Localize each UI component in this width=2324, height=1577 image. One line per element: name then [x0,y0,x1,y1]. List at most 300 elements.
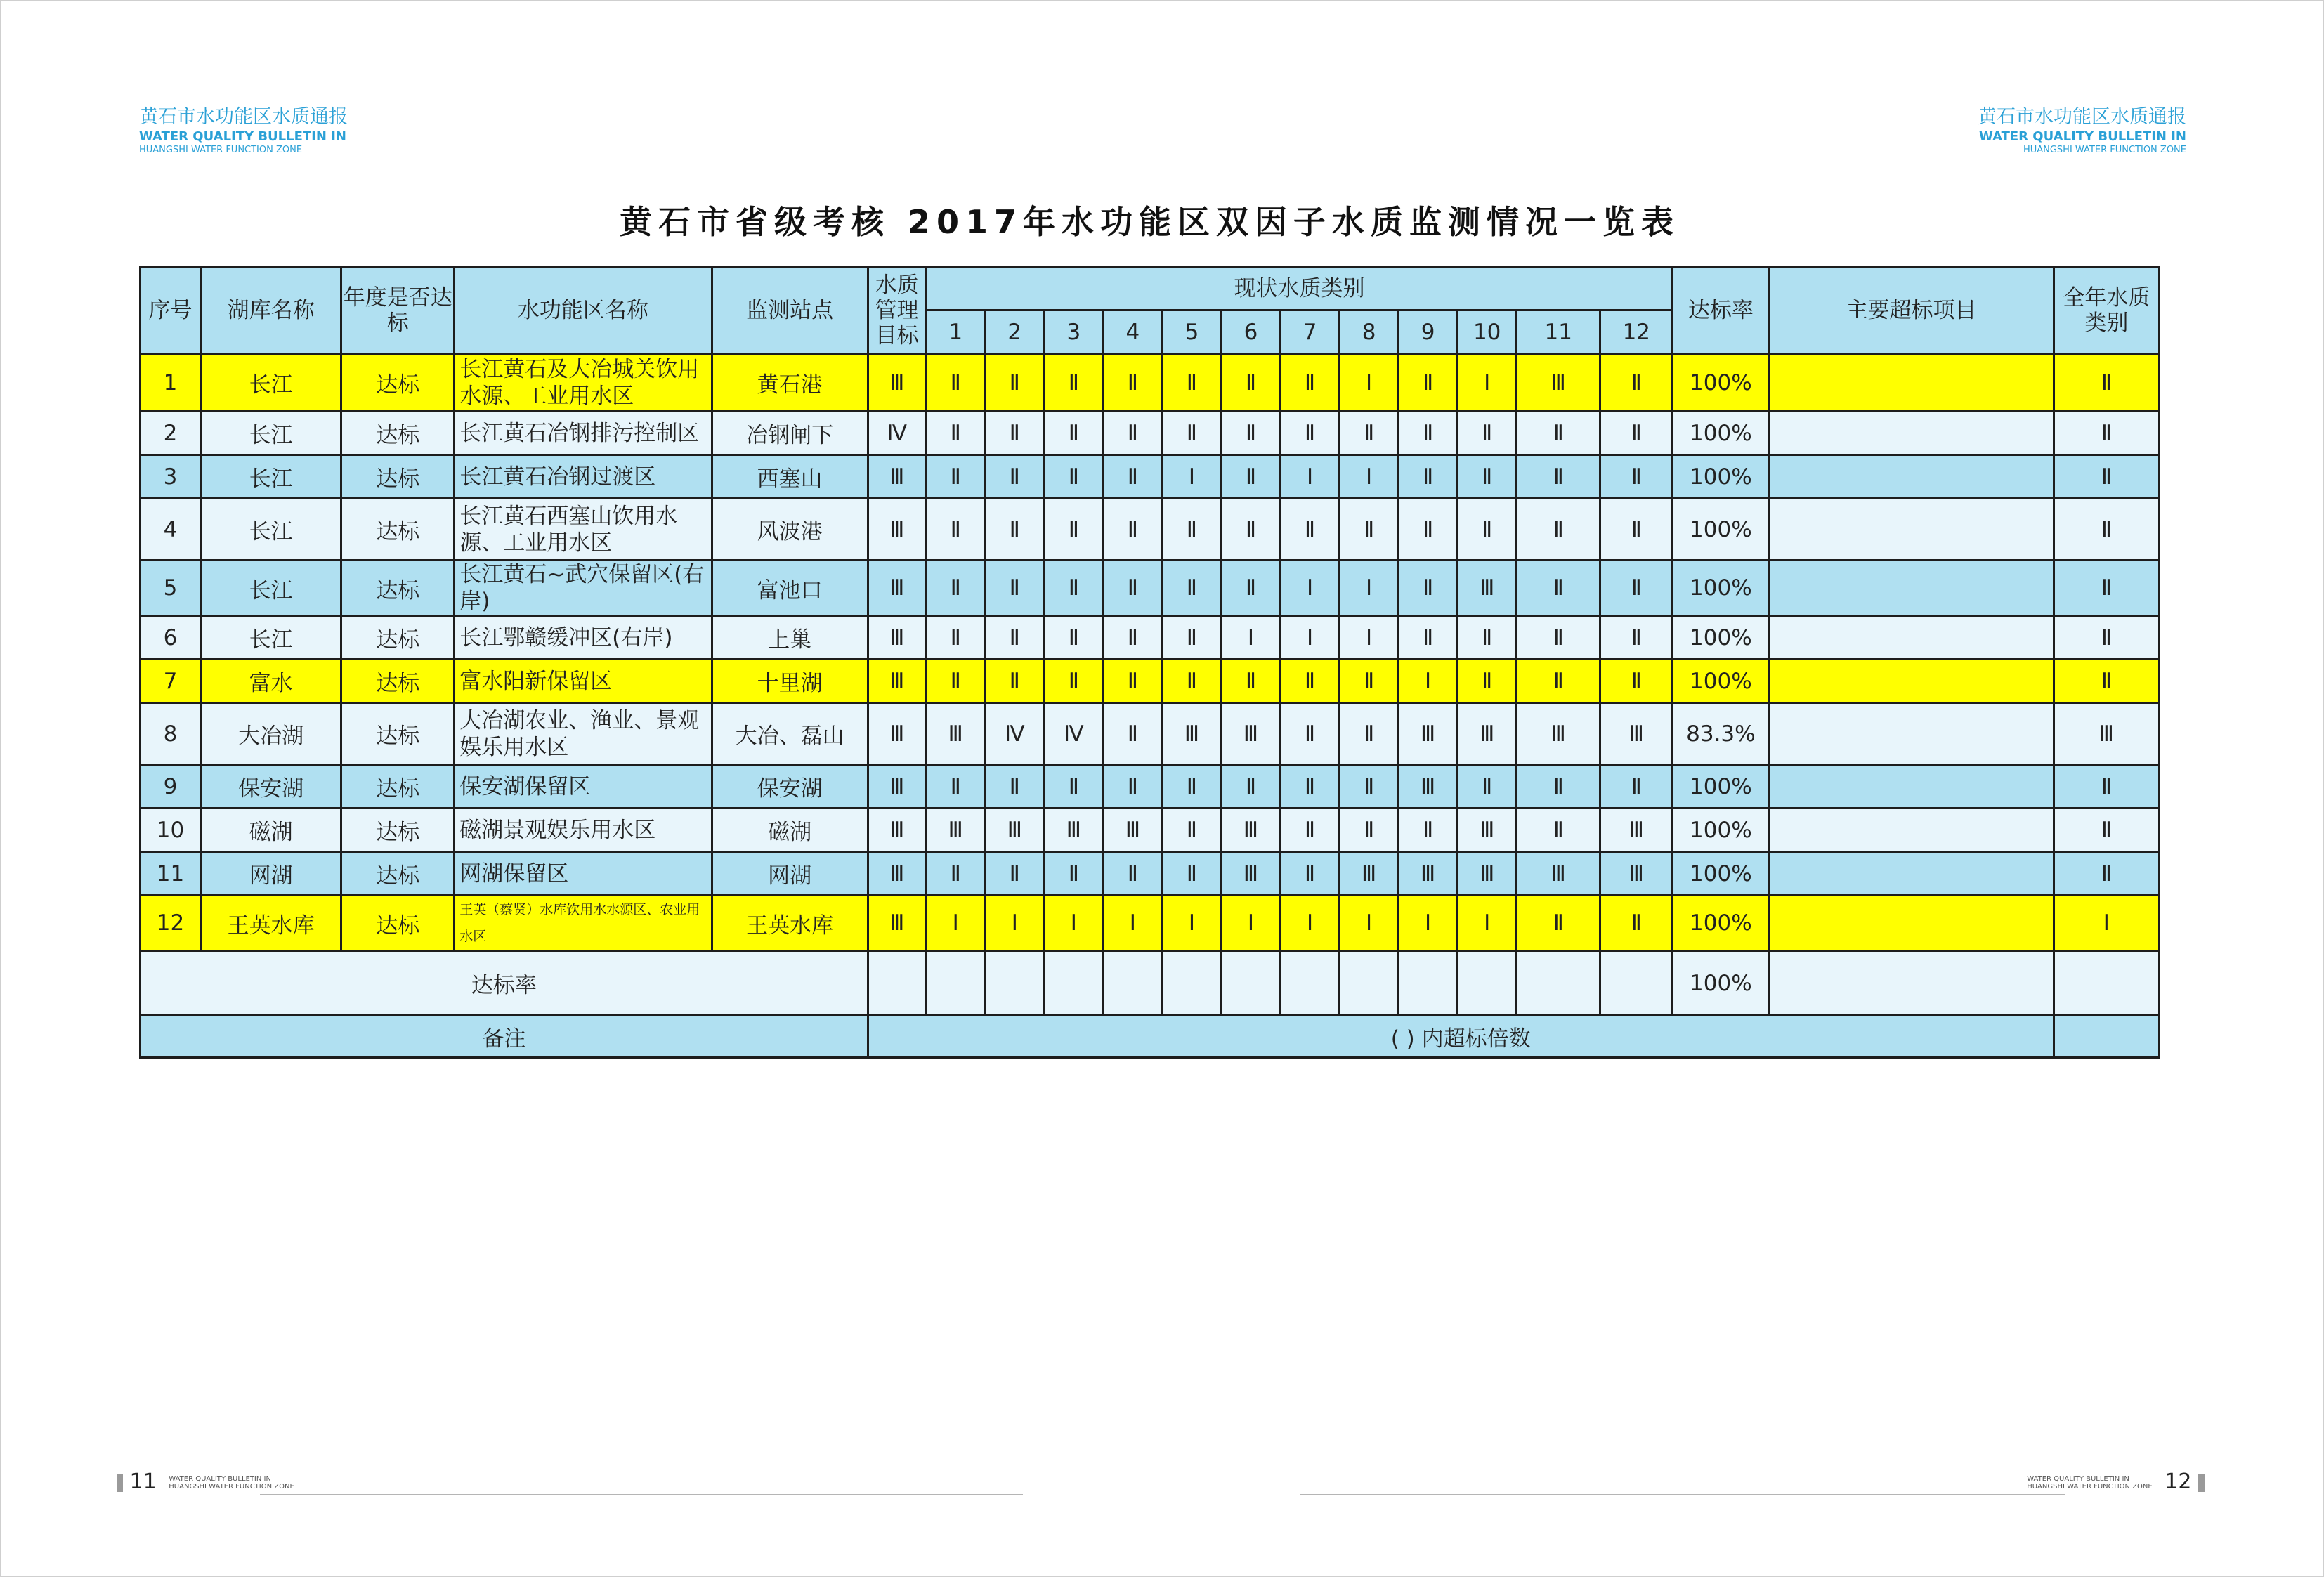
row-lake: 长江 [201,616,341,660]
row-rate: 100% [1673,896,1769,951]
row-month-value: Ⅱ [926,412,985,455]
row-rate: 100% [1673,616,1769,660]
row-month-value: Ⅲ [1458,561,1517,616]
row-yearclass: Ⅱ [2054,561,2159,616]
row-month-value: Ⅱ [1340,703,1399,765]
row-month-value: Ⅱ [1399,455,1458,499]
header-month: 8 [1340,310,1399,354]
row-month-value: Ⅰ [1399,660,1458,703]
row-zone: 长江黄石西塞山饮用水源、工业用水区 [455,499,712,561]
row-exceed [1769,703,2054,765]
table-row [141,896,2160,951]
header-cn-right: 黄石市水功能区水质通报 [1978,106,2186,128]
table-row [141,660,2160,703]
row-month-value: Ⅲ [1221,809,1280,852]
header-annual: 年度是否达标 [341,267,455,354]
header-month: 3 [1044,310,1103,354]
row-month-value: Ⅰ [1340,455,1399,499]
row-rate: 100% [1673,354,1769,412]
row-month-value: Ⅱ [1399,354,1458,412]
row-month-value: Ⅱ [1517,561,1600,616]
row-month-value: Ⅱ [1103,455,1162,499]
row-month-value: Ⅱ [985,765,1044,809]
row-month-value: Ⅱ [1044,561,1103,616]
header-month: 7 [1281,310,1340,354]
header-seq: 序号 [141,267,201,354]
row-month-value: Ⅲ [1162,703,1221,765]
row-zone: 长江鄂赣缓冲区(右岸) [455,616,712,660]
row-month-value: Ⅱ [985,499,1044,561]
row-month-value: Ⅱ [985,616,1044,660]
header-month: 1 [926,310,985,354]
row-annual: 达标 [341,852,455,896]
summary-label: 达标率 [141,951,868,1016]
row-month-value: Ⅰ [1044,896,1103,951]
summary-empty-cell [1458,951,1517,1016]
row-month-value: Ⅱ [1340,660,1399,703]
summary-empty-cell [1162,951,1221,1016]
summary-empty-cell [1281,951,1340,1016]
row-month-value: Ⅱ [1340,809,1399,852]
row-seq: 3 [141,455,201,499]
row-month-value: Ⅱ [1600,499,1673,561]
row-seq: 12 [141,896,201,951]
row-month-value: Ⅱ [1221,561,1280,616]
header-rate: 达标率 [1673,267,1769,354]
row-month-value: Ⅱ [985,455,1044,499]
row-exceed [1769,765,2054,809]
row-station: 王英水库 [712,896,868,951]
header-en2: HUANGSHI WATER FUNCTION ZONE [139,145,303,155]
row-month-value: Ⅱ [926,499,985,561]
row-month-value: Ⅱ [985,412,1044,455]
row-month-value: Ⅰ [1281,616,1340,660]
table-row [141,354,2160,412]
header-target: 水质管理目标 [868,267,926,354]
table-row [141,765,2160,809]
row-lake: 长江 [201,561,341,616]
row-month-value: Ⅰ [1340,561,1399,616]
row-month-value: Ⅱ [1517,412,1600,455]
row-month-value: Ⅰ [985,896,1044,951]
row-annual: 达标 [341,703,455,765]
table-row [141,412,2160,455]
row-month-value: Ⅲ [1517,354,1600,412]
row-month-value: Ⅱ [1517,809,1600,852]
row-month-value: Ⅲ [1103,809,1162,852]
footer-right [2021,1470,2205,1494]
row-station: 上巢 [712,616,868,660]
row-rate: 100% [1673,809,1769,852]
row-seq: 9 [141,765,201,809]
row-month-value: Ⅱ [1162,499,1221,561]
row-month-value: Ⅱ [1600,561,1673,616]
row-zone: 大冶湖农业、渔业、景观娱乐用水区 [455,703,712,765]
row-month-value: Ⅰ [1399,896,1458,951]
row-yearclass: Ⅲ [2054,703,2159,765]
row-month-value: Ⅰ [1340,616,1399,660]
header-yearclass: 全年水质类别 [2054,267,2159,354]
header-month: 9 [1399,310,1458,354]
row-month-value: Ⅲ [1221,852,1280,896]
row-month-value: Ⅰ [1162,896,1221,951]
row-exceed [1769,852,2054,896]
row-month-value: Ⅱ [1517,765,1600,809]
row-exceed [1769,412,2054,455]
row-month-value: Ⅱ [926,455,985,499]
row-rate: 100% [1673,660,1769,703]
row-month-value: Ⅱ [1162,354,1221,412]
row-month-value: Ⅱ [1162,765,1221,809]
row-month-value: Ⅱ [1600,412,1673,455]
header-cn: 黄石市水功能区水质通报 [139,106,348,128]
row-month-value: Ⅱ [1458,765,1517,809]
row-month-value: Ⅲ [1399,852,1458,896]
summary-row [141,951,2160,1016]
row-yearclass: Ⅱ [2054,455,2159,499]
row-exceed [1769,455,2054,499]
row-target: Ⅲ [868,499,926,561]
header-month: 4 [1103,310,1162,354]
row-month-value: Ⅱ [1044,354,1103,412]
row-month-value: Ⅲ [1340,852,1399,896]
summary-empty-cell [1044,951,1103,1016]
row-seq: 4 [141,499,201,561]
row-seq: 5 [141,561,201,616]
row-month-value: Ⅱ [1103,616,1162,660]
row-month-value: Ⅱ [1517,616,1600,660]
footer-divider-left [260,1494,1023,1495]
row-seq: 2 [141,412,201,455]
row-month-value: Ⅱ [1221,765,1280,809]
row-month-value: Ⅱ [926,852,985,896]
row-zone: 王英（蔡贤）水库饮用水水源区、农业用水区 [455,896,712,951]
row-month-value: Ⅱ [1162,660,1221,703]
row-month-value: Ⅲ [1399,703,1458,765]
row-month-value: Ⅰ [1340,896,1399,951]
row-month-value: Ⅱ [1340,499,1399,561]
row-lake: 大冶湖 [201,703,341,765]
summary-empty-cell [2054,951,2159,1016]
row-month-value: Ⅱ [1044,412,1103,455]
footer-small-left [169,1475,294,1491]
row-yearclass: Ⅱ [2054,660,2159,703]
row-month-value: Ⅰ [926,896,985,951]
header-lake: 湖库名称 [201,267,341,354]
row-month-value: Ⅲ [1458,809,1517,852]
row-station: 保安湖 [712,765,868,809]
row-month-value: Ⅱ [985,852,1044,896]
row-month-value: Ⅱ [985,561,1044,616]
row-rate: 100% [1673,455,1769,499]
row-target: Ⅲ [868,765,926,809]
summary-empty-cell [985,951,1044,1016]
row-annual: 达标 [341,561,455,616]
summary-empty-cell [1103,951,1162,1016]
summary-empty-cell [1517,951,1600,1016]
row-month-value: Ⅰ [1221,616,1280,660]
row-month-value: Ⅱ [1458,412,1517,455]
row-target: Ⅲ [868,852,926,896]
header-month: 11 [1517,310,1600,354]
row-month-value: Ⅱ [926,354,985,412]
row-month-value: Ⅱ [1517,455,1600,499]
header-left [139,105,348,156]
row-station: 磁湖 [712,809,868,852]
row-seq: 6 [141,616,201,660]
row-month-value: Ⅲ [1458,703,1517,765]
row-month-value: Ⅱ [1221,499,1280,561]
row-month-value: Ⅱ [1103,412,1162,455]
row-month-value: Ⅱ [1044,852,1103,896]
row-month-value: Ⅱ [1103,765,1162,809]
row-station: 黄石港 [712,354,868,412]
row-month-value: Ⅲ [1517,852,1600,896]
footer-small-line2-right: HUANGSHI WATER FUNCTION ZONE [2027,1482,2153,1491]
row-month-value: Ⅱ [1600,765,1673,809]
header-month: 5 [1162,310,1221,354]
row-month-value: Ⅳ [1044,703,1103,765]
row-station: 富池口 [712,561,868,616]
row-yearclass: Ⅰ [2054,896,2159,951]
row-month-value: Ⅱ [1600,660,1673,703]
row-month-value: Ⅱ [1458,499,1517,561]
row-target: Ⅲ [868,896,926,951]
table-row [141,561,2160,616]
row-month-value: Ⅲ [1600,852,1673,896]
row-rate: 83.3% [1673,703,1769,765]
row-lake: 保安湖 [201,765,341,809]
row-month-value: Ⅱ [1281,703,1340,765]
row-month-value: Ⅱ [1103,703,1162,765]
row-month-value: Ⅱ [1162,809,1221,852]
row-annual: 达标 [341,765,455,809]
footer-small-line2: HUANGSHI WATER FUNCTION ZONE [169,1482,294,1491]
row-month-value: Ⅰ [1281,896,1340,951]
header-month: 6 [1221,310,1280,354]
row-month-value: Ⅱ [1517,499,1600,561]
row-month-value: Ⅱ [1399,809,1458,852]
row-yearclass: Ⅱ [2054,616,2159,660]
row-annual: 达标 [341,412,455,455]
row-yearclass: Ⅱ [2054,809,2159,852]
note-label: 备注 [141,1016,868,1058]
row-month-value: Ⅱ [1044,765,1103,809]
header-right [1978,105,2186,156]
summary-empty-cell [1221,951,1280,1016]
row-month-value: Ⅱ [1162,412,1221,455]
row-yearclass: Ⅱ [2054,354,2159,412]
row-month-value: Ⅲ [1044,809,1103,852]
water-quality-table [139,266,2160,1059]
row-month-value: Ⅱ [1281,499,1340,561]
row-rate: 100% [1673,412,1769,455]
footer-divider-right [1300,1494,2065,1495]
row-target: Ⅲ [868,354,926,412]
row-exceed [1769,809,2054,852]
footer-small-right [2027,1475,2153,1491]
header-zone: 水功能区名称 [455,267,712,354]
note-row [141,1016,2160,1058]
row-exceed [1769,499,2054,561]
row-month-value: Ⅱ [1281,852,1340,896]
row-station: 十里湖 [712,660,868,703]
row-seq: 1 [141,354,201,412]
row-month-value: Ⅱ [1399,412,1458,455]
row-month-value: Ⅱ [1162,852,1221,896]
row-lake: 长江 [201,455,341,499]
summary-empty-cell [1399,951,1458,1016]
row-month-value: Ⅱ [1221,412,1280,455]
row-month-value: Ⅲ [1517,703,1600,765]
row-month-value: Ⅰ [1221,896,1280,951]
row-month-value: Ⅱ [1044,616,1103,660]
row-rate: 100% [1673,499,1769,561]
header-en1-right: WATER QUALITY BULLETIN IN [1979,129,2186,144]
summary-empty-cell [868,951,926,1016]
table-row [141,616,2160,660]
row-seq: 11 [141,852,201,896]
summary-empty-cell [1600,951,1673,1016]
row-month-value: Ⅱ [1281,660,1340,703]
row-month-value: Ⅱ [1221,455,1280,499]
table-row [141,852,2160,896]
footer-small-line1: WATER QUALITY BULLETIN IN [169,1474,271,1483]
table-row [141,809,2160,852]
page-number-right: 12 [2165,1470,2192,1494]
row-zone: 长江黄石冶钢过渡区 [455,455,712,499]
row-month-value: Ⅱ [1517,660,1600,703]
row-month-value: Ⅲ [1600,809,1673,852]
row-target: Ⅲ [868,809,926,852]
row-month-value: Ⅱ [1044,660,1103,703]
row-month-value: Ⅱ [926,616,985,660]
summary-rate: 100% [1673,951,1769,1016]
header-month: 10 [1458,310,1517,354]
row-month-value: Ⅲ [985,809,1044,852]
row-yearclass: Ⅱ [2054,765,2159,809]
summary-empty-cell [1340,951,1399,1016]
row-station: 大冶、磊山 [712,703,868,765]
row-month-value: Ⅱ [1221,660,1280,703]
row-month-value: Ⅱ [1281,809,1340,852]
note-text: ( ) 内超标倍数 [868,1016,2054,1058]
row-annual: 达标 [341,354,455,412]
row-exceed [1769,896,2054,951]
row-rate: 100% [1673,765,1769,809]
row-month-value: Ⅱ [1458,455,1517,499]
row-zone: 长江黄石及大冶城关饮用水源、工业用水区 [455,354,712,412]
row-month-value: Ⅱ [1044,499,1103,561]
row-annual: 达标 [341,499,455,561]
row-station: 网湖 [712,852,868,896]
row-zone: 磁湖景观娱乐用水区 [455,809,712,852]
row-month-value: Ⅱ [1281,354,1340,412]
row-month-value: Ⅰ [1103,896,1162,951]
row-lake: 网湖 [201,852,341,896]
row-target: Ⅲ [868,703,926,765]
row-station: 冶钢闸下 [712,412,868,455]
note-empty-cell [2054,1016,2159,1058]
row-target: Ⅲ [868,455,926,499]
row-month-value: Ⅲ [926,809,985,852]
header-station: 监测站点 [712,267,868,354]
row-month-value: Ⅱ [926,765,985,809]
row-target: Ⅲ [868,561,926,616]
row-month-value: Ⅰ [1281,561,1340,616]
row-annual: 达标 [341,660,455,703]
header-month: 12 [1600,310,1673,354]
row-rate: 100% [1673,561,1769,616]
row-month-value: Ⅱ [1162,561,1221,616]
row-month-value: Ⅱ [1221,354,1280,412]
header-exceed: 主要超标项目 [1769,267,2054,354]
row-month-value: Ⅱ [1600,455,1673,499]
row-month-value: Ⅱ [1103,499,1162,561]
row-yearclass: Ⅱ [2054,499,2159,561]
row-month-value: Ⅱ [1103,660,1162,703]
row-lake: 长江 [201,412,341,455]
row-month-value: Ⅰ [1281,455,1340,499]
row-month-value: Ⅰ [1162,455,1221,499]
footer-bar-icon [117,1474,123,1492]
row-annual: 达标 [341,896,455,951]
page-title: 黄石市省级考核 2017年水功能区双因子水质监测情况一览表 [619,203,1680,241]
row-month-value: Ⅱ [1281,412,1340,455]
row-lake: 长江 [201,499,341,561]
row-month-value: Ⅱ [926,561,985,616]
row-month-value: Ⅱ [1044,455,1103,499]
footer-bar-icon-right [2198,1474,2205,1492]
row-month-value: Ⅱ [1600,616,1673,660]
row-month-value: Ⅰ [1458,896,1517,951]
row-annual: 达标 [341,616,455,660]
row-seq: 7 [141,660,201,703]
row-month-value: Ⅱ [1103,852,1162,896]
row-month-value: Ⅲ [1458,852,1517,896]
row-month-value: Ⅱ [1458,660,1517,703]
row-exceed [1769,561,2054,616]
row-yearclass: Ⅱ [2054,412,2159,455]
row-month-value: Ⅱ [985,660,1044,703]
row-lake: 长江 [201,354,341,412]
row-month-value: Ⅱ [1103,354,1162,412]
row-month-value: Ⅲ [926,703,985,765]
row-month-value: Ⅲ [1221,703,1280,765]
row-zone: 保安湖保留区 [455,765,712,809]
row-month-value: Ⅱ [1103,561,1162,616]
footer-small-line1-right: WATER QUALITY BULLETIN IN [2027,1474,2129,1483]
table-row [141,499,2160,561]
row-month-value: Ⅱ [1399,616,1458,660]
footer-left [117,1470,300,1494]
row-station: 西塞山 [712,455,868,499]
row-month-value: Ⅱ [1281,765,1340,809]
page-number-left: 11 [129,1470,157,1494]
row-month-value: Ⅱ [1340,412,1399,455]
row-zone: 长江黄石~武穴保留区(右岸) [455,561,712,616]
row-station: 风波港 [712,499,868,561]
row-lake: 富水 [201,660,341,703]
row-month-value: Ⅰ [1458,354,1517,412]
row-zone: 长江黄石冶钢排污控制区 [455,412,712,455]
header-en2-right: HUANGSHI WATER FUNCTION ZONE [2023,145,2186,155]
row-month-value: Ⅰ [1340,354,1399,412]
row-annual: 达标 [341,455,455,499]
row-lake: 磁湖 [201,809,341,852]
row-seq: 8 [141,703,201,765]
row-month-value: Ⅲ [1399,765,1458,809]
